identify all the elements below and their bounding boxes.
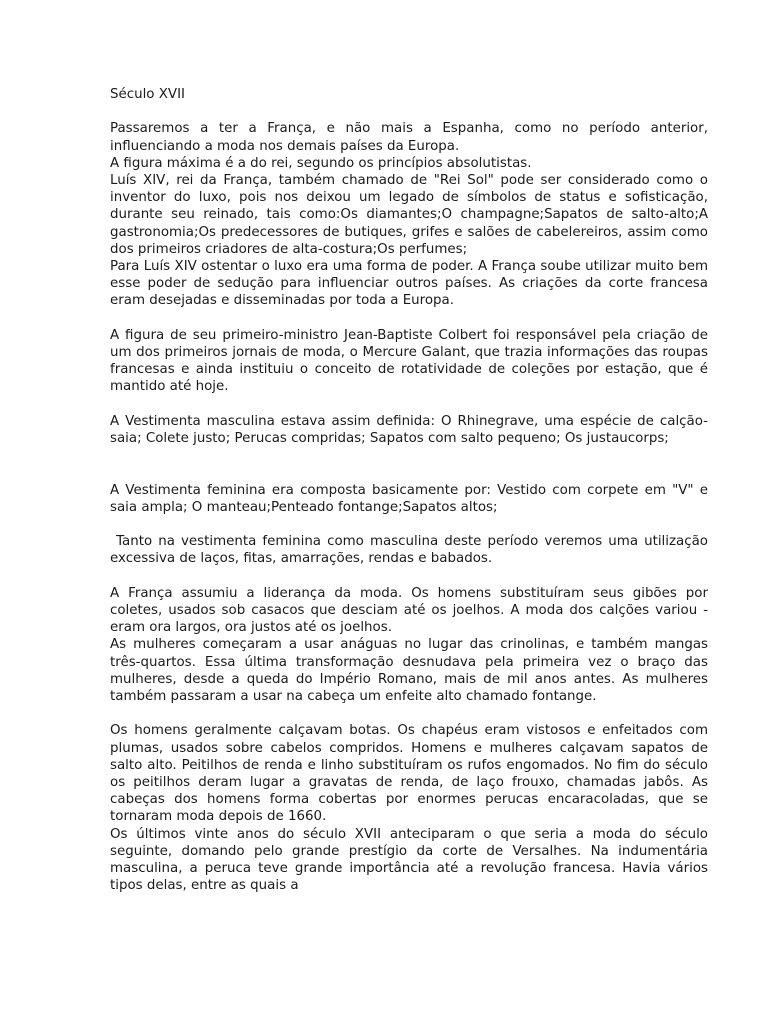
document-body: [110, 120, 708, 894]
paragraph: A França assumiu a liderança da moda. Os homens substituíram seus gibões por coletes, usados sob casacos que desciam até os joelhos. A moda dos calções variou - eram ora largos, ora justos até os joelhos.: [110, 585, 708, 636]
paragraph: Os homens geralmente calçavam botas. Os chapéus eram vistosos e enfeitados com plumas, usados sobre cabelos compridos. Homens e mulheres calçavam sapatos de salto alto. Peitilhos de renda e linho substituíram os rufos engomados. No fim do século os peitilhos deram lugar a gravatas de renda, de laço frouxo, chamadas jabôs. As cabeças dos homens forma cobertas por enormes perucas encaracoladas, que se tornaram moda depois de 1660.: [110, 723, 708, 825]
paragraph: A Vestimenta feminina era composta basicamente por: Vestido com corpete em "V" e saia ampla; O manteau;Penteado fontange;Sapatos altos;: [110, 482, 708, 515]
document-title: Século XVII: [110, 87, 185, 102]
paragraph-spacer: [110, 396, 708, 413]
paragraph: A figura de seu primeiro-ministro Jean-Baptiste Colbert foi responsável pela criação de um dos primeiros jornais de moda, o Mercure Galant, que trazia informações das roupas francesas e ainda instituiu o conceito de rotatividade de coleções por estação, que é mantido até hoje.: [110, 327, 708, 395]
paragraph-spacer: [110, 568, 708, 585]
paragraph-spacer: [110, 516, 708, 533]
paragraph: Passaremos a ter a França, e não mais a Espanha, como no período anterior, influenciando a moda nos demais países da Europa.: [110, 121, 708, 154]
paragraph-spacer: [110, 310, 708, 327]
paragraph-spacer: [110, 705, 708, 722]
paragraph: A Vestimenta masculina estava assim definida: O Rhinegrave, uma espécie de calção-saia; Colete justo; Perucas compridas; Sapatos com salto pequeno; Os justaucorps;: [110, 413, 708, 447]
paragraph: Os últimos vinte anos do século XVII anteciparam o que seria a moda do século seguinte, domando pelo grande prestígio da corte de Versalhes. Na indumentária masculina, a peruca teve grande importância até a revolução francesa. Havia vários tipos delas, entre as quais a: [110, 826, 708, 894]
paragraph: Para Luís XIV ostentar o luxo era uma forma de poder. A França soube utilizar muito bem esse poder de sedução para influenciar outros países. As criações da corte francesa eram desejadas e disseminadas por toda a Europa.: [110, 259, 708, 309]
paragraph: Tanto na vestimenta feminina como masculina deste período veremos uma utilização excessiva de laços, fitas, amarrações, rendas e babados.: [110, 534, 708, 567]
paragraph: Luís XIV, rei da França, também chamado de "Rei Sol" pode ser considerado como o inventor do luxo, pois nos deixou um legado de símbolos de status e sofisticação, durante seu reinado, tais como:Os diamantes;O champagne;Sapatos de salto-alto;A gastronomia;Os predecessores de butiques, grifes e salões de cabelereiros, assim como dos primeiros criadores de alta-costura;Os perfumes;: [110, 173, 708, 257]
document-page: [110, 86, 708, 894]
paragraph: As mulheres começaram a usar anáguas no lugar das crinolinas, e também mangas três-quartos. Essa última transformação desnudava pela primeira vez o braço das mulheres, desde a queda do Império Romano, mais de mil anos antes. As mulheres também passaram a usar na cabeça um enfeite alto chamado fontange.: [110, 637, 708, 705]
paragraph-spacer: [110, 447, 708, 481]
paragraph: A figura máxima é a do rei, segundo os princípios absolutistas.: [110, 155, 532, 171]
